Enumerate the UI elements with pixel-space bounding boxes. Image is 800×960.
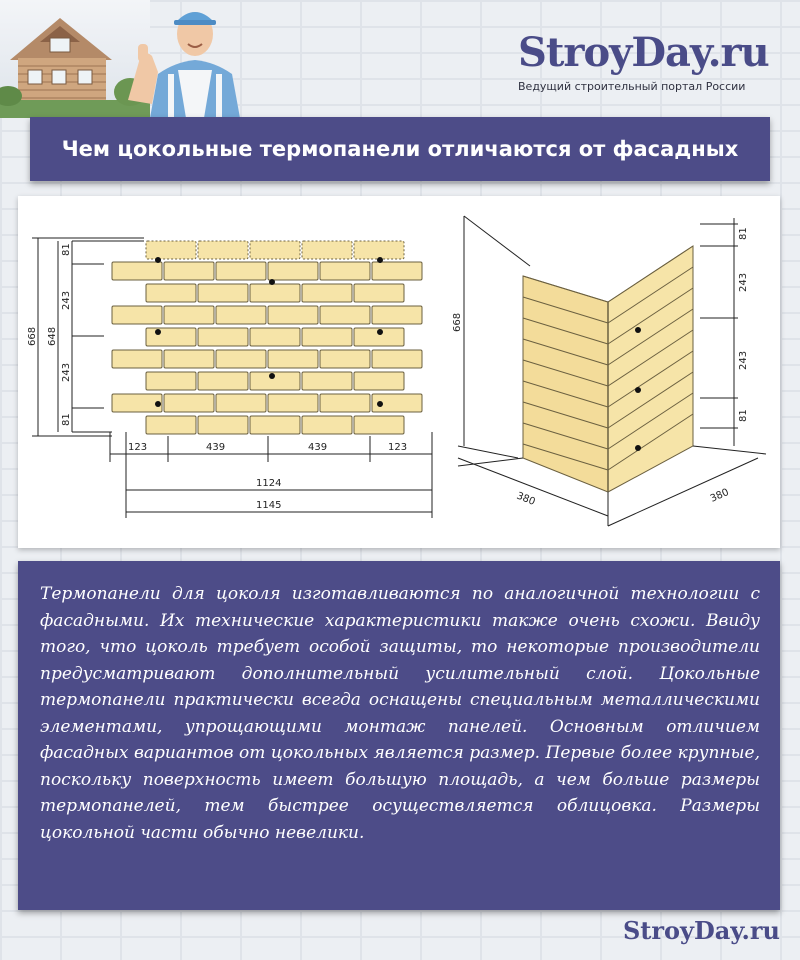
flat-brick <box>112 262 162 280</box>
flat-brick <box>268 306 318 324</box>
fastener-icon <box>155 257 161 263</box>
dim-left-1: 81 <box>61 243 72 256</box>
flat-brick <box>146 241 196 259</box>
flat-brick <box>320 262 370 280</box>
flat-brick <box>354 284 404 302</box>
dim-bottom-4: 123 <box>388 442 408 453</box>
flat-brick <box>198 328 248 346</box>
flat-brick <box>216 306 266 324</box>
flat-brick <box>112 350 162 368</box>
description-panel <box>18 561 780 910</box>
flat-brick <box>302 284 352 302</box>
flat-brick <box>146 284 196 302</box>
flat-brick <box>372 262 422 280</box>
flat-brick <box>112 306 162 324</box>
flat-brick <box>216 394 266 412</box>
description-text: Термопанели для цоколя изготавливаются по аналогичной технологии с фасадными. Их технические характеристики также очень схожи. Ввиду того, что цоколь требует особой защиты, то некоторые производители предусматривают дополнительный усилительный слой. Цокольные термопанели практически всегда оснащены специальным металлическими элементами, упрощающими монтаж панелей. Основным отличием фасадных вариантов от цокольных является размер. Первые более крупные, поскольку поверхность имеет большую площадь, а чем больше размеры термопанелей, тем быстрее осуществляется облицовка. Размеры цокольной части обычно невелики. <box>40 584 760 843</box>
flat-brick <box>302 416 352 434</box>
fastener-icon <box>269 373 275 379</box>
fastener-icon <box>377 329 383 335</box>
fastener-icon <box>155 401 161 407</box>
flat-brick <box>268 394 318 412</box>
flat-brick <box>320 306 370 324</box>
flat-brick <box>112 394 162 412</box>
flat-brick <box>250 328 300 346</box>
flat-brick <box>250 241 300 259</box>
fastener-icon <box>155 329 161 335</box>
flat-brick <box>146 372 196 390</box>
title-banner <box>30 117 770 181</box>
dim-left-3: 243 <box>61 362 72 382</box>
flat-brick <box>250 416 300 434</box>
flat-brick <box>250 372 300 390</box>
logo-name-part1: Stroy <box>518 29 632 76</box>
flat-brick <box>372 350 422 368</box>
flat-brick <box>164 262 214 280</box>
fastener-icon <box>635 387 641 393</box>
flat-brick <box>268 350 318 368</box>
flat-brick <box>302 241 352 259</box>
footer-logo[interactable]: StroyDay.ru <box>622 916 780 945</box>
dim-bottom-total-1: 1124 <box>256 478 282 489</box>
flat-brick <box>320 394 370 412</box>
flat-brick <box>164 306 214 324</box>
page-title: Чем цокольные термопанели отличаются от фасадных <box>61 137 739 161</box>
flat-brick <box>354 241 404 259</box>
dim-right-3: 243 <box>738 350 749 370</box>
dim-bottom-total-2: 1145 <box>256 500 282 511</box>
flat-brick <box>164 350 214 368</box>
logo-tagline: Ведущий строительный портал России <box>518 80 746 93</box>
flat-brick <box>198 284 248 302</box>
flat-brick <box>198 372 248 390</box>
flat-brick <box>302 328 352 346</box>
fastener-icon <box>269 279 275 285</box>
fastener-icon <box>635 327 641 333</box>
fastener-icon <box>377 401 383 407</box>
dim-depth-left: 380 <box>514 490 537 508</box>
fastener-icon <box>635 445 641 451</box>
dim-bottom-2: 439 <box>206 442 226 453</box>
dim-corner-height: 668 <box>452 312 463 332</box>
dim-right-2: 243 <box>738 272 749 292</box>
flat-brick <box>372 306 422 324</box>
dim-bottom-1: 123 <box>128 442 148 453</box>
flat-brick <box>320 350 370 368</box>
flat-panel <box>112 241 422 434</box>
dim-left-2: 243 <box>61 290 72 310</box>
flat-brick <box>268 262 318 280</box>
dim-depth-right: 380 <box>708 486 731 505</box>
panel-diagram <box>18 196 780 548</box>
fastener-icon <box>377 257 383 263</box>
logo-name-part2: Day.ru <box>631 29 769 76</box>
flat-brick <box>198 241 248 259</box>
flat-brick <box>198 416 248 434</box>
diagram-svg <box>18 196 780 548</box>
dim-right-1: 81 <box>738 227 749 240</box>
flat-brick <box>146 416 196 434</box>
dim-left-4: 81 <box>61 413 72 426</box>
dim-total-648: 648 <box>47 326 58 346</box>
flat-brick <box>354 416 404 434</box>
header-illustration <box>0 0 260 118</box>
dim-total-668: 668 <box>27 326 38 346</box>
flat-brick <box>250 284 300 302</box>
corner-panel <box>523 246 693 492</box>
flat-brick <box>216 350 266 368</box>
flat-brick <box>146 328 196 346</box>
site-logo[interactable] <box>518 28 778 93</box>
flat-brick <box>354 372 404 390</box>
flat-brick <box>302 372 352 390</box>
house-image <box>0 0 150 118</box>
flat-brick <box>216 262 266 280</box>
dim-bottom-3: 439 <box>308 442 328 453</box>
dim-right-4: 81 <box>738 409 749 422</box>
flat-brick <box>164 394 214 412</box>
